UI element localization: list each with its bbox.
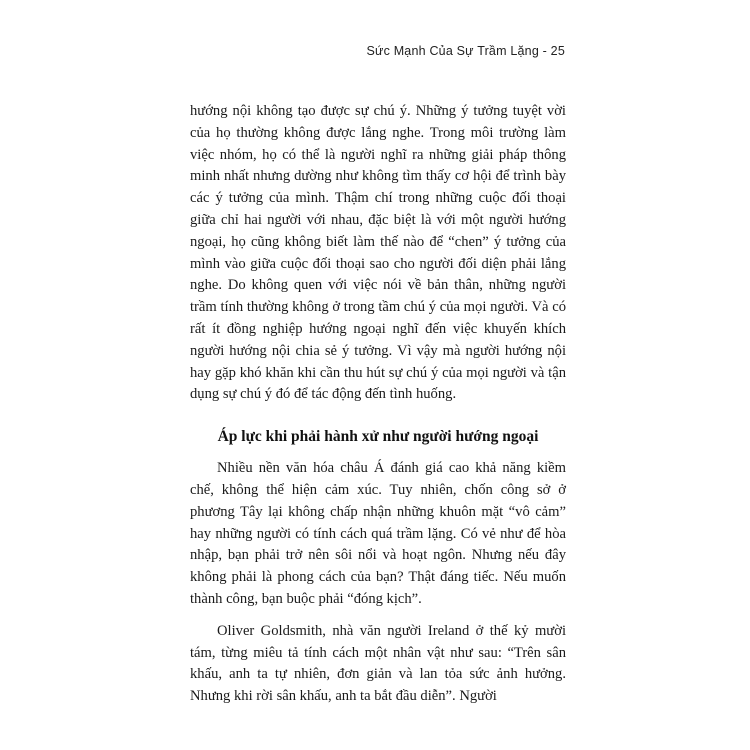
running-header: Sức Mạnh Của Sự Trầm Lặng - 25 <box>366 44 565 58</box>
paragraph-oliver-goldsmith: Oliver Goldsmith, nhà văn người Ireland ở thế kỷ mười tám, từng miêu tả tính cách một nhân vật như sau: “Trên sân khấu, anh ta tự nhiên, đơn giản và lan tỏa sức ảnh hưởng. Nhưng khi rời sân khấu, anh ta bắt đầu diễn”. Người <box>190 622 566 705</box>
page-body <box>190 101 566 708</box>
paragraph-asian-cultures: Nhiều nền văn hóa châu Á đánh giá cao khả năng kiềm chế, không thể hiện cảm xúc. Tuy nhiên, chốn công sở ở phương Tây lại không chấp nhận những khuôn mặt “vô cảm” hay những người có tính cách quá trầm lặng. Có vẻ như để hòa nhập, bạn phải trở nên sôi nổi và hoạt ngôn. Nhưng nếu đây không phải là phong cách của bạn? Thật đáng tiếc. Nếu muốn thành công, bạn buộc phải “đóng kịch”. <box>190 460 566 607</box>
section-heading: Áp lực khi phải hành xử như người hướng ngoại <box>217 428 539 446</box>
paragraph-continued: hướng nội không tạo được sự chú ý. Những ý tưởng tuyệt vời của họ thường không được lắng nghe. Trong môi trường làm việc nhóm, họ có thể là người nghĩ ra những giải pháp thông minh nhất nhưng dường như không tìm thấy cơ hội để trình bày các ý tưởng của mình. Thậm chí trong những cuộc đối thoại giữa chỉ hai người với nhau, đặc biệt là với một người hướng ngoại, họ cũng không biết làm thế nào để “chen” ý tưởng của mình vào giữa cuộc đối thoại sao cho người đối diện phải lắng nghe. Do không quen với việc nói về bản thân, những người trầm tính thường không ở trong tầm chú ý của mọi người. Và có rất ít đồng nghiệp hướng ngoại nghĩ đến việc khuyến khích người hướng nội chia sẻ ý tưởng. Vì vậy mà người hướng nội hay gặp khó khăn khi cần thu hút sự chú ý của mọi người và tận dụng sự chú ý đó để tác động đến tình huống. <box>190 103 566 403</box>
